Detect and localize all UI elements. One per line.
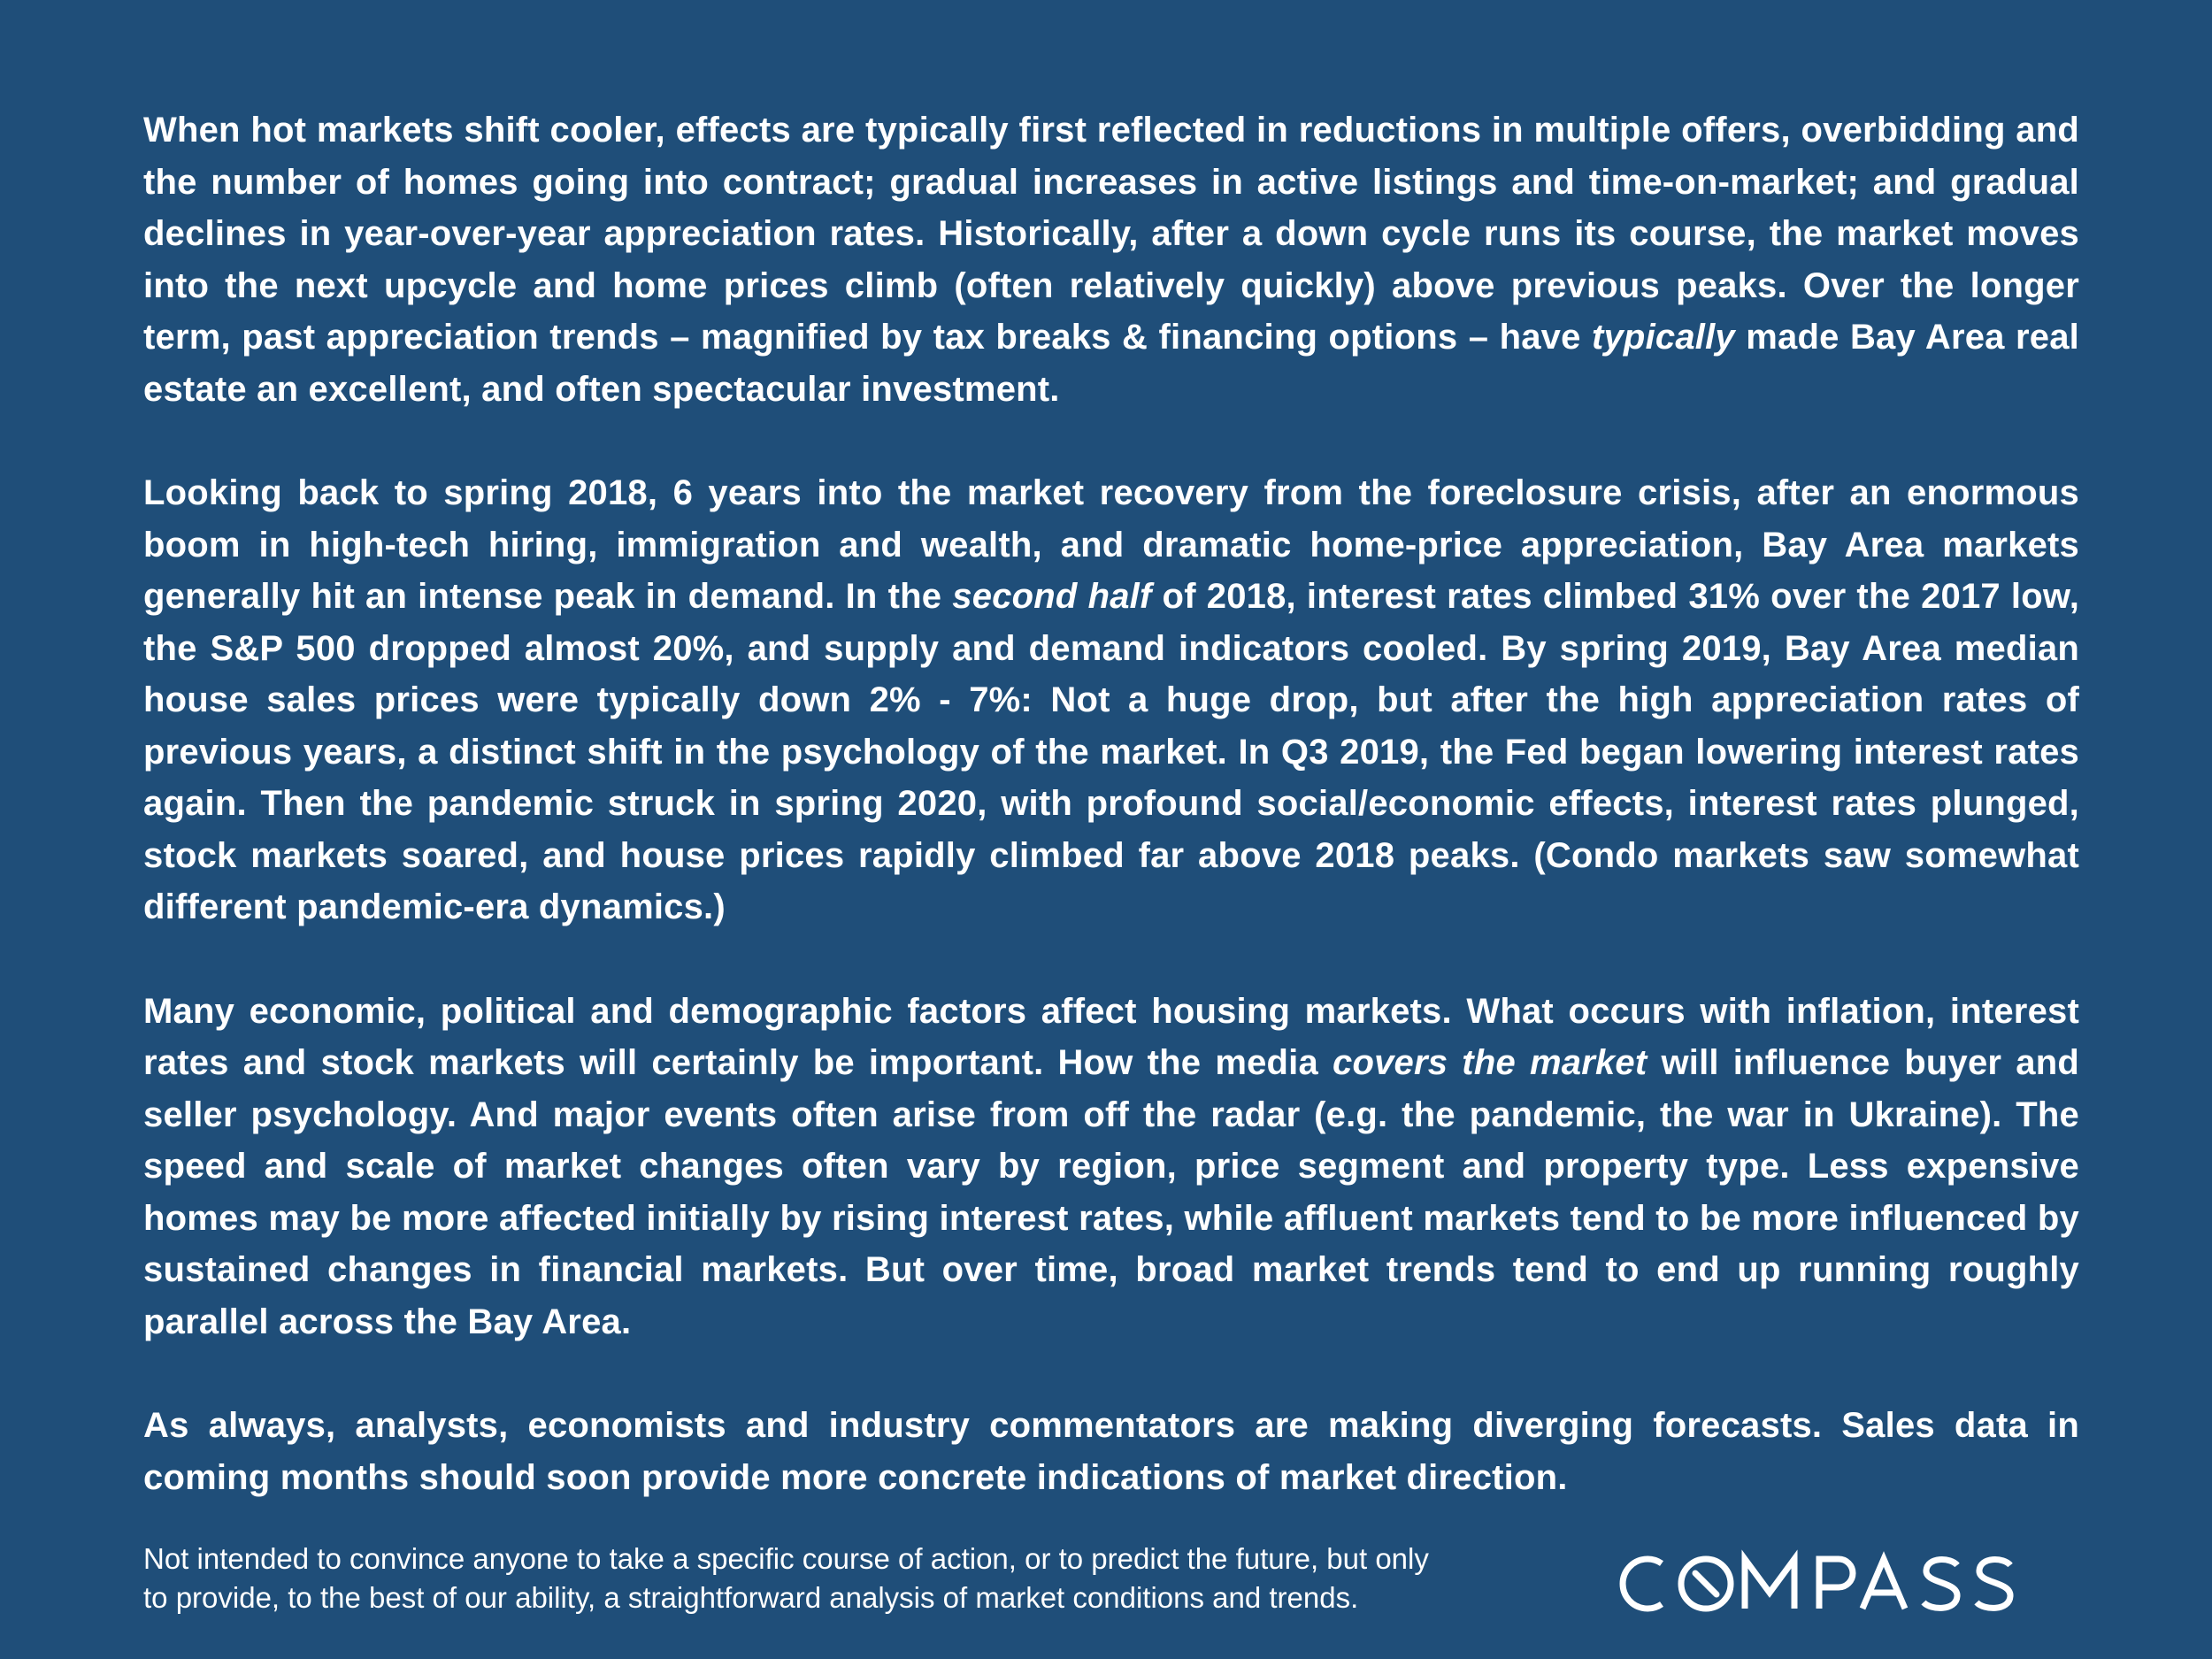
paragraph-market-shift xyxy=(143,104,2079,415)
paragraph-forecasts xyxy=(143,1400,2079,1503)
emphasized-text: second half xyxy=(952,577,1152,616)
logo-letter-c xyxy=(1623,1559,1662,1609)
text-segment: will influence buyer and seller psychology. And major events often arise from off the radar (e.g. the pandemic, the war in Ukraine). The speed and scale of market changes often vary by region, price segment and property type. Less expensive homes may be more affected initially by rising interest rates, while affluent markets tend to be more influenced by sustained changes in financial markets. But over time, broad market trends tend to end up running roughly parallel across the Bay Area. xyxy=(143,1043,2079,1341)
disclaimer-line-1: Not intended to convince anyone to take a specific course of action, or to predict the future, but only xyxy=(143,1542,1429,1575)
logo-compass-o xyxy=(1681,1559,1731,1609)
paragraph-factors xyxy=(143,986,2079,1348)
compass-logo xyxy=(1610,1544,2070,1624)
logo-letter-m xyxy=(1745,1559,1794,1609)
logo-letter-p xyxy=(1819,1559,1853,1609)
emphasized-text: covers the market xyxy=(1333,1043,1647,1082)
text-segment: When hot markets shift cooler, effects are typically first reflected in reductions in multiple offers, overbidding and the number of homes going into contract; gradual increases in active listings and time-on-market; and gradual declines in year-over-year appreciation rates. Historically, after a down cycle runs its course, the market moves into the next upcycle and home prices climb (often relatively quickly) above previous peaks. Over the longer term, past appreciation trends – magnified by tax breaks & financing options – have xyxy=(143,111,2079,357)
logo-letter-a xyxy=(1863,1559,1905,1609)
text-segment: made Bay Area real estate an excellent, and often spectacular investment. xyxy=(143,318,2079,409)
text-segment: As always, analysts, economists and industry commentators are making diverging forecasts. Sales data in coming months should soon provide more concrete indications of market direction. xyxy=(143,1406,2079,1497)
article-body xyxy=(143,104,2079,1503)
compass-logo-mark xyxy=(1610,1544,2070,1624)
disclaimer-line-2: to provide, to the best of our ability, a straightforward analysis of market conditions and trends. xyxy=(143,1581,1359,1614)
text-segment: Looking back to spring 2018, 6 years into the market recovery from the foreclosure crisis, after an enormous boom in high-tech hiring, immigration and wealth, and dramatic home-price appreciation, Bay Area markets generally hit an intense peak in demand. In the xyxy=(143,473,2079,616)
text-segment: of 2018, interest rates climbed 31% over the 2017 low, the S&P 500 dropped almost 20%, and supply and demand indicators cooled. By spring 2019, Bay Area median house sales prices were typically down 2% - 7%: Not a huge drop, but after the high appreciation rates of previous years, a distinct shift in the psychology of the market. In Q3 2019, the Fed began lowering interest rates again. Then the pandemic struck in spring 2020, with profound social/economic effects, interest rates plunged, stock markets soared, and house prices rapidly climbed far above 2018 peaks. (Condo markets saw somewhat different pandemic-era dynamics.) xyxy=(143,577,2080,926)
paragraph-2018-history xyxy=(143,467,2079,933)
disclaimer xyxy=(143,1540,1559,1617)
text-segment: Many economic, political and demographic factors affect housing markets. What occurs with inflation, interest rates and stock markets will certainly be important. How the media xyxy=(143,991,2079,1082)
logo-letter-s-1 xyxy=(1924,1560,1957,1609)
emphasized-text: typically xyxy=(1591,318,1735,357)
logo-letter-s-2 xyxy=(1977,1560,2010,1609)
